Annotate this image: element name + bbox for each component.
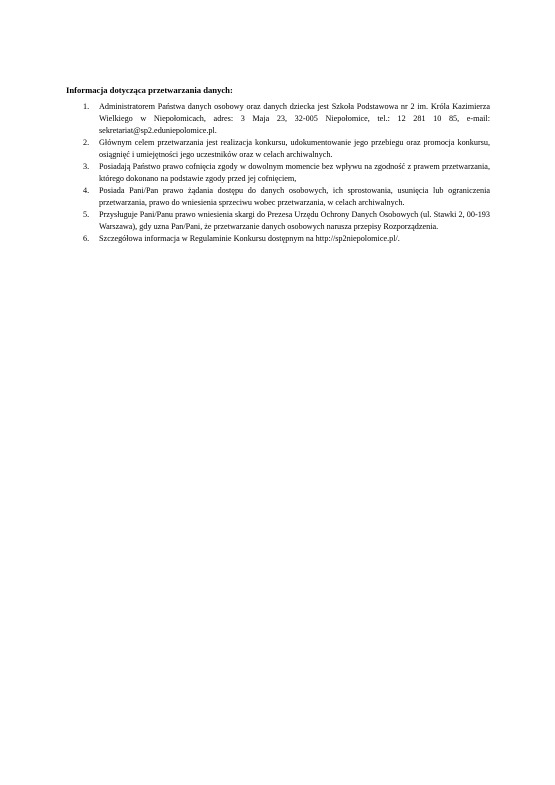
list-item-text: Posiada Pani/Pan prawo żądania dostępu do danych osobowych, ich sprostowania, usunięcia lub ograniczenia przetwarzania, prawo do wniesienia sprzeciwu wobec przetwarzania, w celach archiwalnych. (99, 186, 490, 207)
document-heading: Informacja dotycząca przetwarzania danych: (66, 85, 233, 95)
list-item (66, 137, 490, 161)
list-item-text: Szczegółowa informacja w Regulaminie Konkursu dostępnym na http://sp2niepolomice.pl/. (99, 234, 400, 243)
list-item-number: 4. (83, 186, 90, 195)
list-item-number: 5. (83, 210, 90, 219)
list-item-number: 3. (83, 162, 90, 171)
list-item-text: Posiadają Państwo prawo cofnięcia zgody w dowolnym momencie bez wpływu na zgodność z prawem przetwarzania, którego dokonano na podstawie zgody przed jej cofnięciem, (99, 162, 490, 183)
list-item (66, 101, 490, 137)
list-item (66, 209, 490, 233)
list-item-text: Administratorem Państwa danych osobowy oraz danych dziecka jest Szkoła Podstawowa nr 2 im. Króla Kazimierza Wielkiego w Niepołomicach, adres: 3 Maja 23, 32-005 Niepołomice, tel.: 12 281 10 85, e-mail: sekretariat@sp2.eduniepolomice.pl. (99, 102, 490, 135)
list-item-text: Przysługuje Pani/Panu prawo wniesienia skargi do Prezesa Urzędu Ochrony Danych Osobowych (ul. Stawki 2, 00-193 Warszawa), gdy uzna Pan/Pani, że przetwarzanie danych osobowych narusza przepisy Rozporządzenia. (99, 210, 490, 231)
list-item-number: 2. (83, 138, 90, 147)
list-item (66, 185, 490, 209)
list-item-number: 6. (83, 234, 90, 243)
list-item (66, 233, 490, 245)
list-item-number: 1. (83, 102, 90, 111)
list-item-text: Głównym celem przetwarzania jest realizacja konkursu, udokumentowanie jego przebiegu oraz promocja konkursu, osiągnięć i umiejętności jego uczestników oraz w celach archiwalnych. (99, 138, 490, 159)
info-list (66, 101, 490, 245)
list-item (66, 161, 490, 185)
